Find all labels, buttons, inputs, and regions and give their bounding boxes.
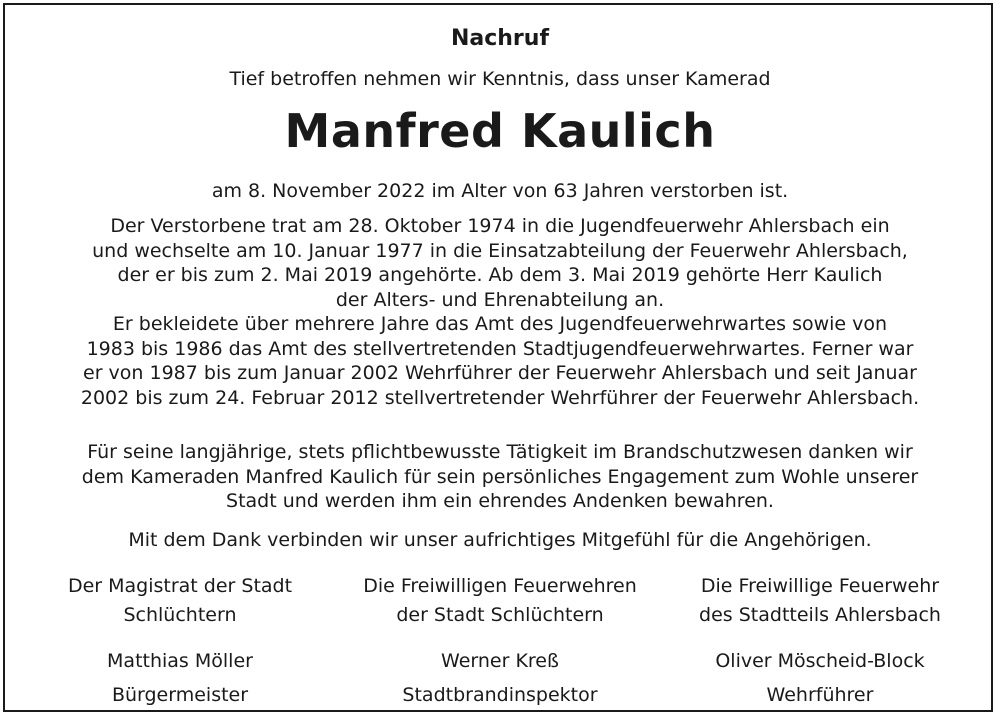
signatory-feuerwehr-ahlersbach bbox=[660, 572, 980, 706]
signatory-org-line: der Stadt Schlüchtern bbox=[396, 604, 604, 626]
deceased-name: Manfred Kaulich bbox=[284, 104, 716, 158]
condolence-paragraph bbox=[0, 528, 1000, 553]
text-line: 2002 bis zum 24. Februar 2012 stellvertretender Wehrführer der Feuerwehr Ahlersbach. bbox=[80, 386, 920, 409]
text-line: der er bis zum 2. Mai 2019 angehörte. Ab dem 3. Mai 2019 gehörte Herr Kaulich bbox=[117, 264, 883, 286]
text-line: Der Verstorbene trat am 28. Oktober 1974 in die Jugendfeuerwehr Ahlersbach ein bbox=[110, 215, 890, 237]
text-line: Mit dem Dank verbinden wir unser aufrichtiges Mitgefühl für die Angehörigen. bbox=[128, 529, 872, 551]
biography-paragraph bbox=[0, 214, 1000, 410]
text-line: Er bekleidete über mehrere Jahre das Amt des Jugendfeuerwehrwartes sowie von bbox=[112, 313, 888, 335]
signatory-org-line: Schlüchtern bbox=[123, 604, 237, 626]
signatory-org-line: Die Freiwilligen Feuerwehren bbox=[363, 575, 637, 597]
text-line: Für seine langjährige, stets pflichtbewusste Tätigkeit im Brandschutzwesen danken wir bbox=[87, 441, 913, 463]
signatory-person: Matthias Möller bbox=[107, 650, 253, 672]
text-line: und wechselte am 10. Januar 1977 in die Einsatzabteilung der Feuerwehr Ahlersbach, bbox=[92, 239, 908, 262]
text-line: er von 1987 bis zum Januar 2002 Wehrführer der Feuerwehr Ahlersbach und seit Januar bbox=[83, 362, 917, 384]
signatory-person: Oliver Möscheid-Block bbox=[715, 650, 925, 672]
text-line: dem Kameraden Manfred Kaulich für sein persönliches Engagement zum Wohle unserer bbox=[81, 465, 919, 488]
signatory-org-line: Der Magistrat der Stadt bbox=[67, 575, 293, 597]
obituary-heading: Nachruf bbox=[450, 26, 550, 51]
signatory-role: Bürgermeister bbox=[111, 684, 249, 706]
text-line: der Alters- und Ehrenabteilung an. bbox=[335, 288, 665, 311]
signatory-org-line: Die Freiwillige Feuerwehr bbox=[700, 575, 940, 597]
signatory-person: Werner Kreß bbox=[441, 650, 559, 672]
text-line: 1983 bis 1986 das Amt des stellvertretenden Stadtjugendfeuerwehrwartes. Ferner war bbox=[86, 337, 914, 360]
signatory-role: Stadtbrandinspektor bbox=[402, 684, 598, 706]
death-date-text: am 8. November 2022 im Alter von 63 Jahren verstorben ist. bbox=[211, 180, 789, 202]
text-line: Stadt und werden ihm ein ehrendes Andenken bewahren. bbox=[226, 490, 774, 512]
gratitude-paragraph bbox=[0, 440, 1000, 514]
signatory-magistrat bbox=[20, 572, 340, 706]
signatory-feuerwehren bbox=[340, 572, 660, 706]
signatory-org-line: des Stadtteils Ahlersbach bbox=[699, 604, 941, 626]
intro-text: Tief betroffen nehmen wir Kenntnis, dass unser Kamerad bbox=[229, 68, 771, 90]
signatory-role: Wehrführer bbox=[766, 684, 874, 706]
